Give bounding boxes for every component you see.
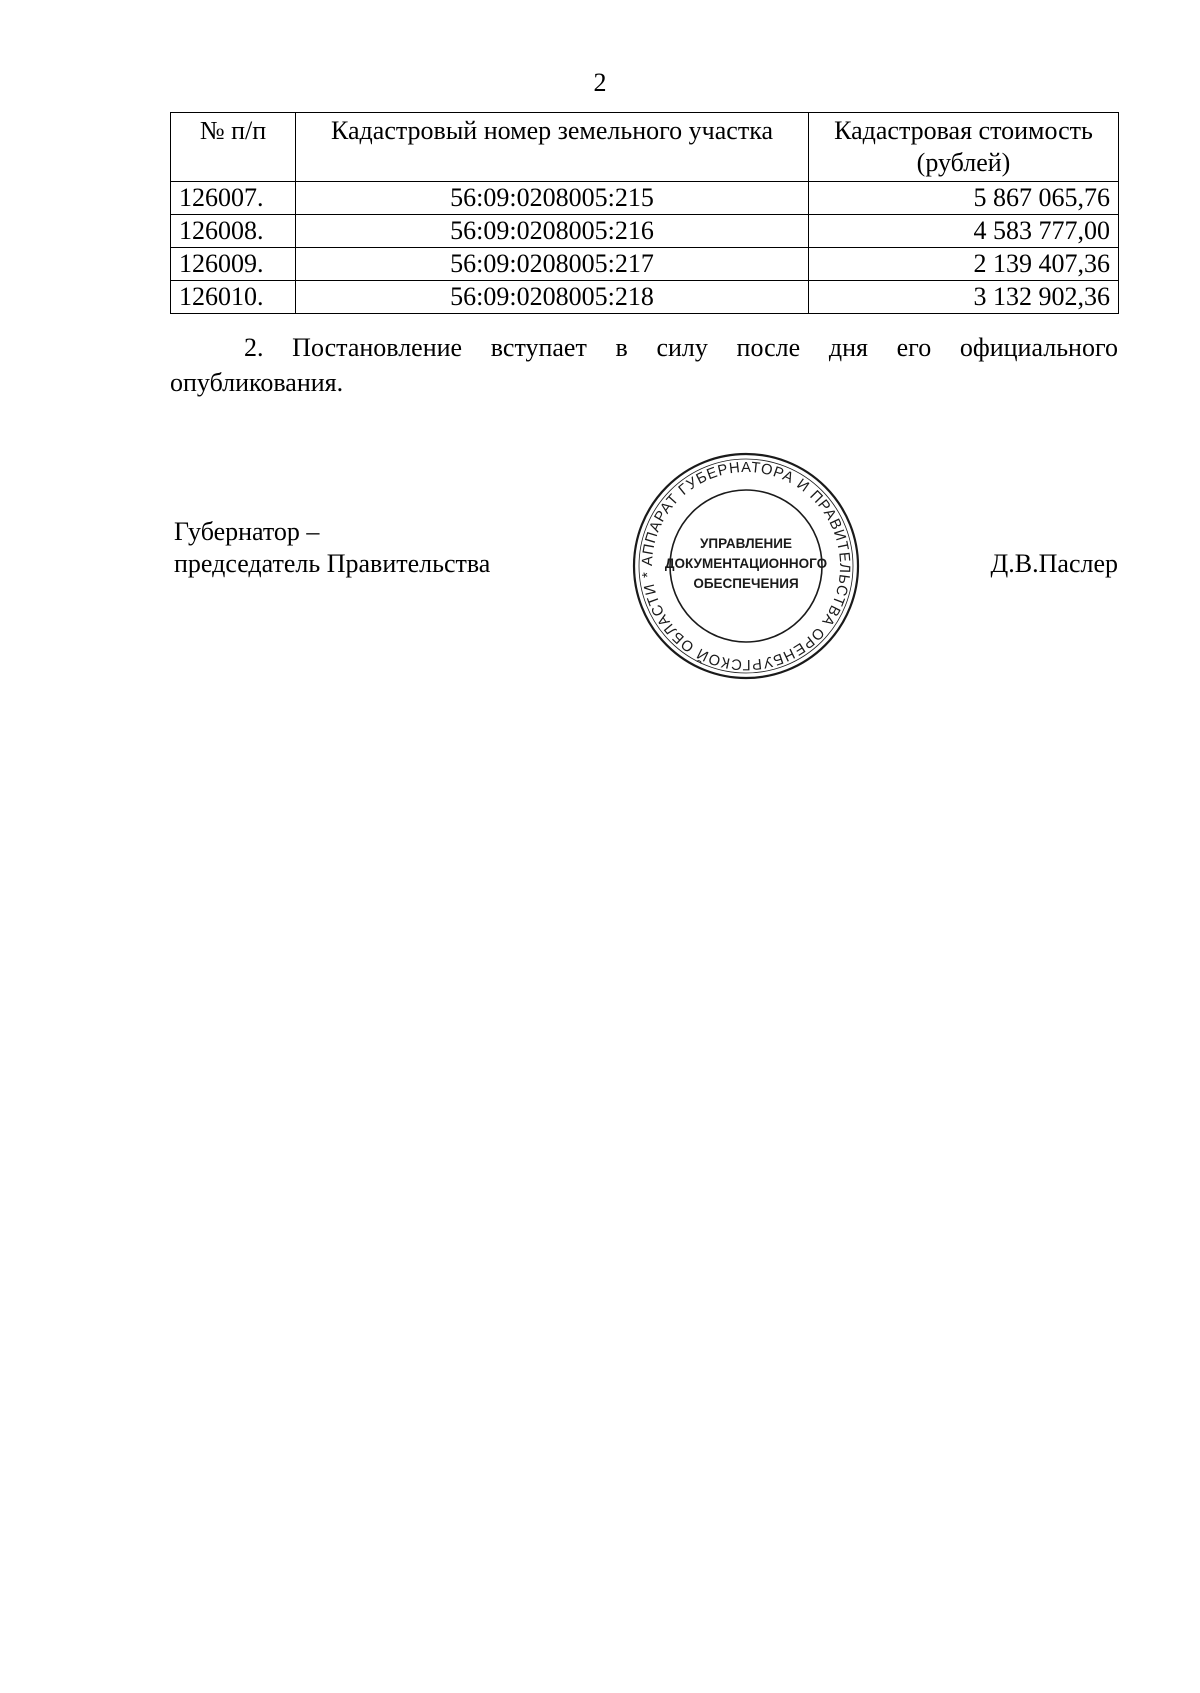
table-cell-cadastral-number: 56:09:0208005:216 [296, 215, 809, 248]
table-header-cell: Кадастровый номер земельного участка [296, 113, 809, 182]
table-header-row [171, 113, 1119, 182]
table-row [171, 215, 1119, 248]
page-number: 2 [593, 68, 607, 97]
table-cell-value: 2 139 407,36 [809, 248, 1119, 281]
table-cell-cadastral-number: 56:09:0208005:217 [296, 248, 809, 281]
table-header-cell: № п/п [171, 113, 296, 182]
table-header-cell: Кадастровая стоимость (рублей) [809, 113, 1119, 182]
table-cell-number: 126007. [171, 182, 296, 215]
table-cell-value: 5 867 065,76 [809, 182, 1119, 215]
signatory-title-line: председатель Правительства [174, 549, 491, 578]
clause-paragraph: 2. Постановление вступает в силу после дня его официального опубликования. [170, 333, 1118, 397]
stamp-ring-text-path: АППАРАТ ГУБЕРНАТОРА И ПРАВИТЕЛЬСТВА ОРЕНБУРГСКОЙ ОБЛАСТИ * [638, 458, 854, 674]
signatory-title [174, 516, 490, 580]
table-cell-value: 4 583 777,00 [809, 215, 1119, 248]
table-row [171, 281, 1119, 314]
table-cell-cadastral-number: 56:09:0208005:218 [296, 281, 809, 314]
cadastral-table [170, 112, 1119, 314]
signatory-title-line: Губернатор – [174, 517, 320, 546]
table-row [171, 182, 1119, 215]
table-cell-cadastral-number: 56:09:0208005:215 [296, 182, 809, 215]
signatory-name: Д.В.Паслер [990, 549, 1118, 578]
stamp-center-line: ОБЕСПЕЧЕНИЯ [693, 576, 799, 591]
stamp-center-line: УПРАВЛЕНИЕ [699, 536, 793, 551]
official-stamp [628, 448, 864, 684]
table-cell-value: 3 132 902,36 [809, 281, 1119, 314]
table-cell-number: 126010. [171, 281, 296, 314]
table-cell-number: 126008. [171, 215, 296, 248]
table-cell-number: 126009. [171, 248, 296, 281]
table-row [171, 248, 1119, 281]
stamp-center-line: ДОКУМЕНТАЦИОННОГО [664, 556, 828, 571]
